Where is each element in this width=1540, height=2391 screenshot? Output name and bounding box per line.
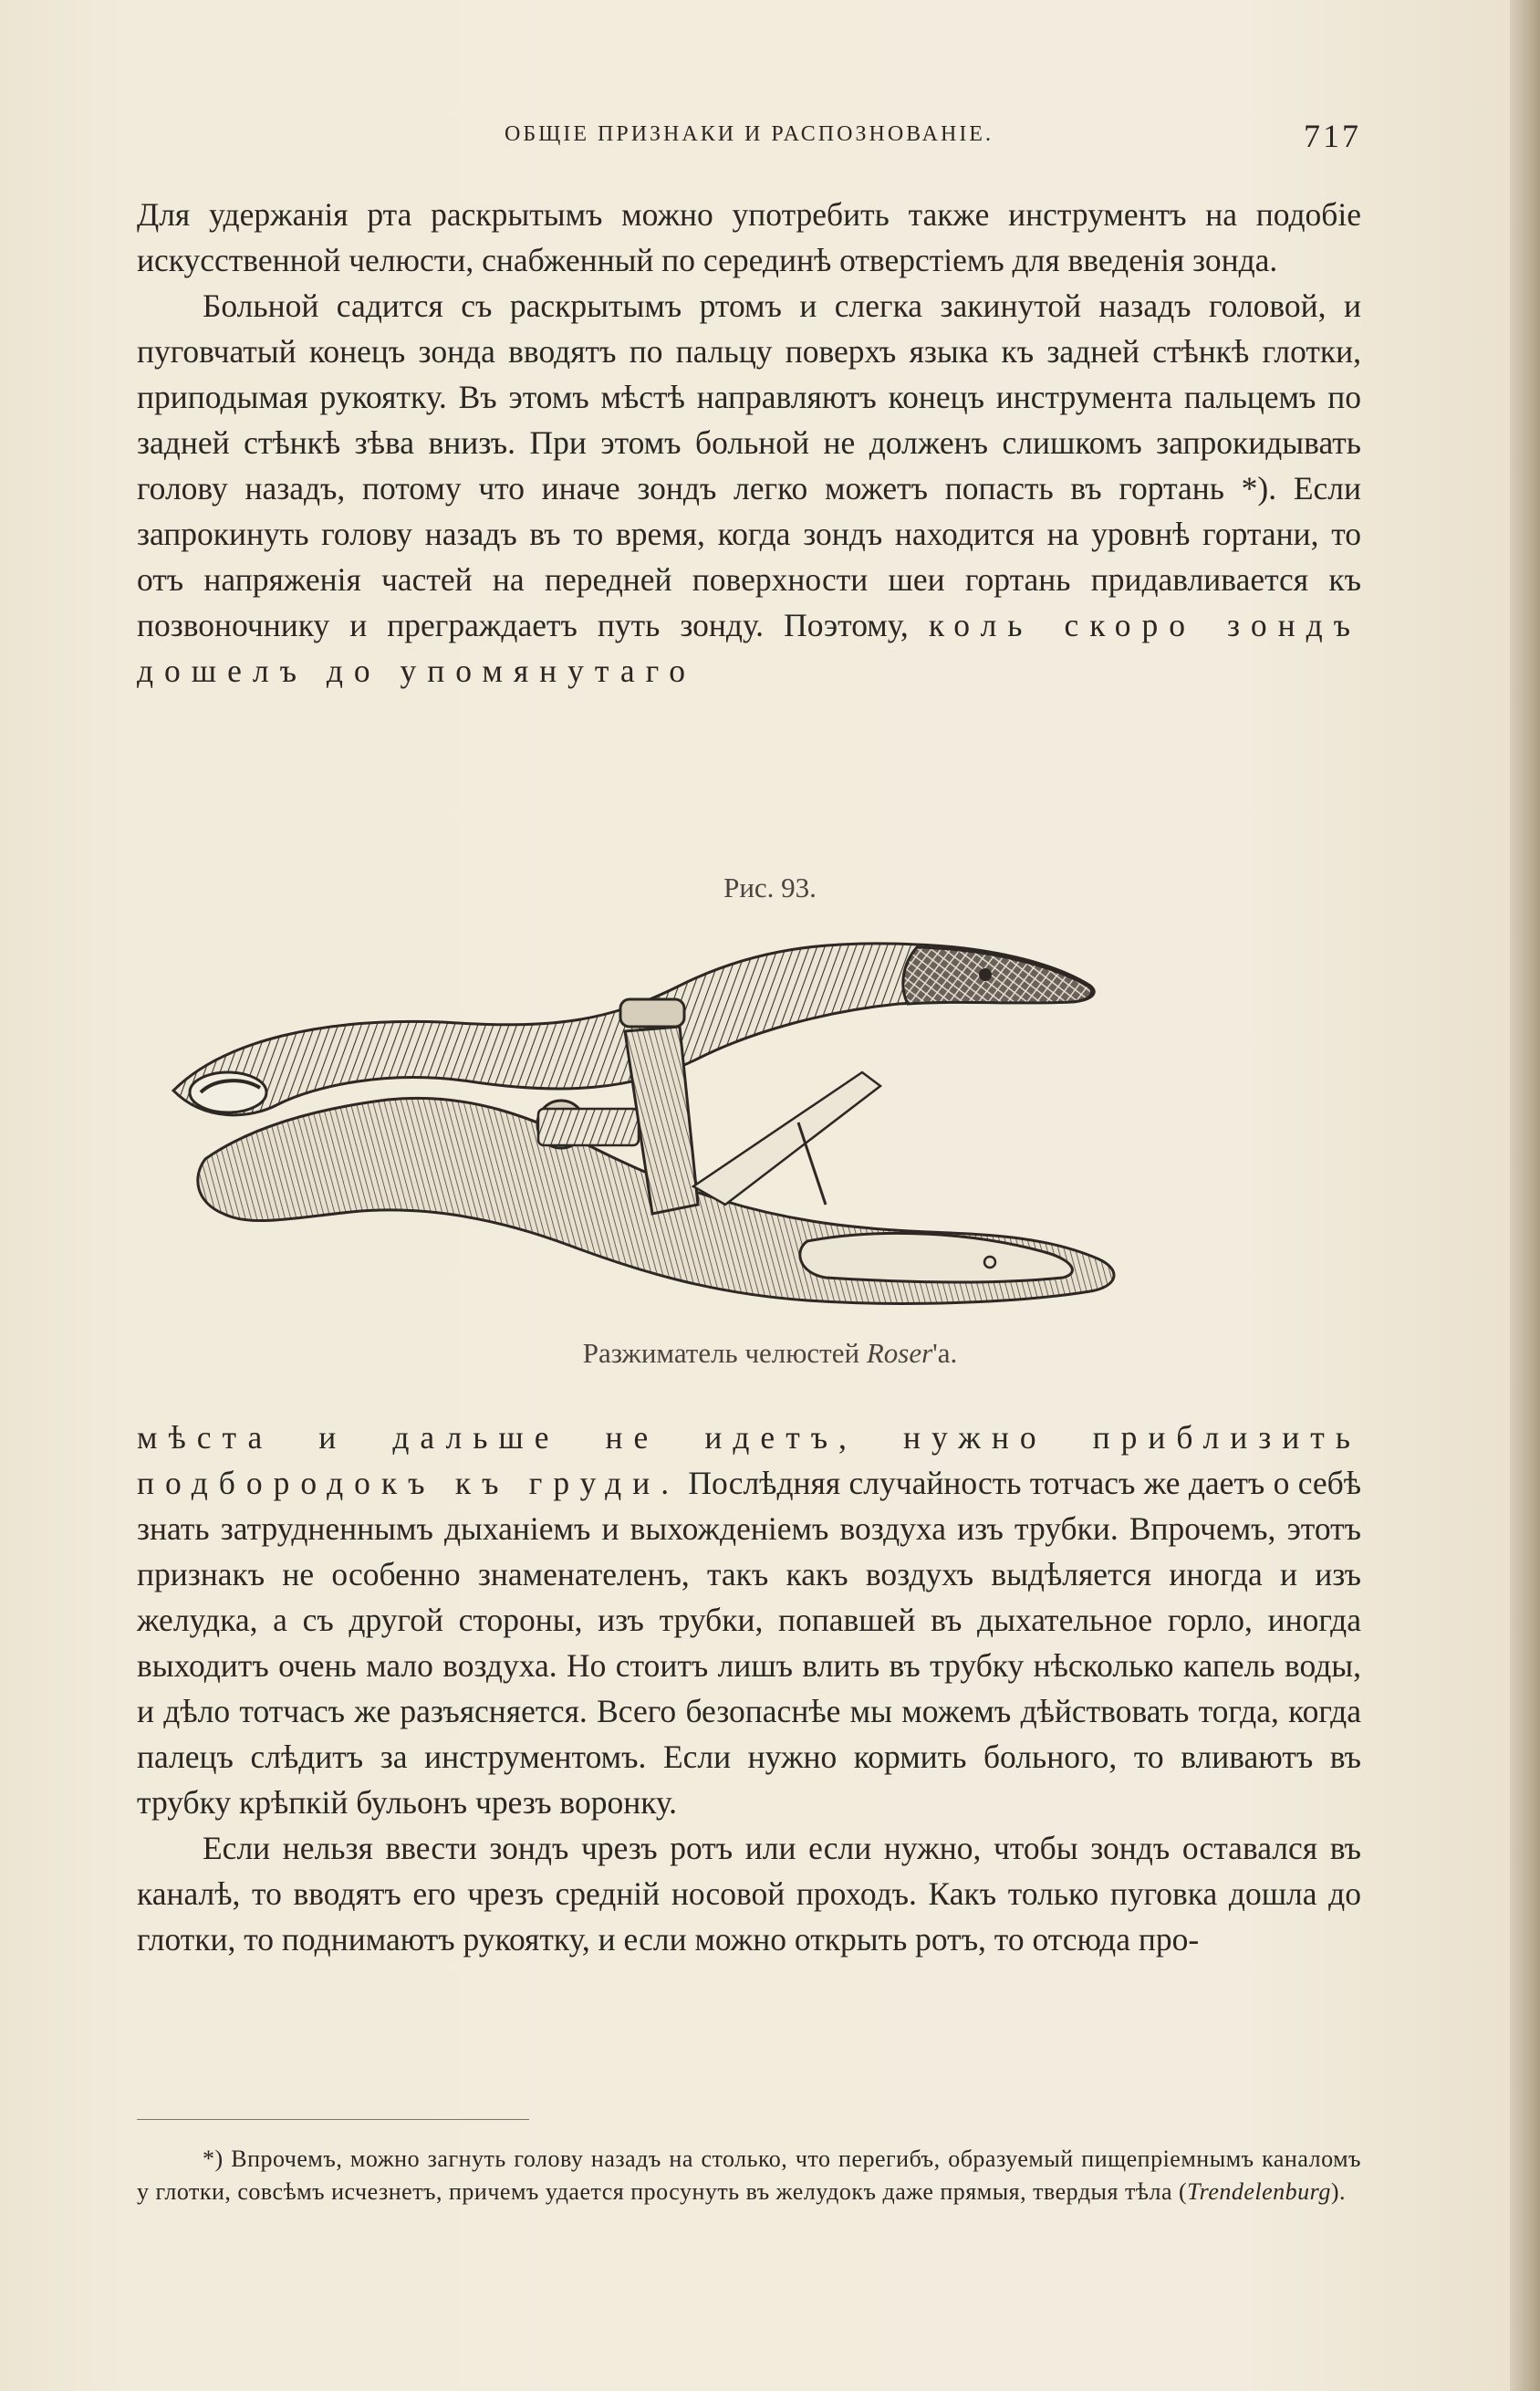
page-number: 717 bbox=[1304, 118, 1361, 154]
spaced-text: мѣста и дальше не идетъ, нужно приблизить подбородокъ къ груди. bbox=[137, 1419, 1361, 1501]
handle-hole bbox=[979, 968, 992, 981]
paragraph bbox=[137, 1415, 1361, 1825]
figure-label: Рис. 93. bbox=[723, 872, 817, 903]
spring bbox=[693, 1072, 880, 1205]
paragraph bbox=[137, 283, 1361, 694]
footnote-name: Trendelenburg bbox=[1187, 2178, 1331, 2205]
body-text-bottom bbox=[137, 1415, 1361, 1962]
paragraph-text: Послѣдняя случайность тотчасъ же даетъ о себѣ знать затрудненнымъ дыханіемъ и выхожденіемъ воздуха изъ трубки. Впрочемъ, этотъ признакъ не особенно знаменателенъ, такъ какъ воздухъ выдѣляется иногда и изъ желудка, а съ другой стороны, изъ трубки, попавшей въ дыхательное горло, иногда выходитъ очень мало воздуха. Но стоитъ лишъ влить въ трубку нѣсколько капель воды, и дѣло тотчасъ же разъясняется. Всего безопаснѣе мы можемъ дѣйствовать тогда, когда палецъ слѣдитъ за инструментомъ. Если нужно кормить больного, то вливаютъ въ трубку крѣпкій бульонъ чрезъ воронку. bbox=[137, 1465, 1361, 1821]
footnote-text: *) Впрочемъ, можно загнуть голову назадъ на столько, что перегибъ, образуемый пищепріемнымъ каналомъ у глотки, совсѣмъ исчезнетъ, причемъ удается просунуть въ желудокъ даже прямыя, твердыя тѣла ( bbox=[137, 2146, 1361, 2205]
paragraph-text: Больной садится съ раскрытымъ ртомъ и слегка закинутой назадъ головой, и пуговчатый конецъ зонда вводятъ по пальцу поверхъ языка къ задней стѣнкѣ глотки, приподымая рукоятку. Въ этомъ мѣстѣ направляютъ конецъ инструмента пальцемъ по задней стѣнкѣ зѣва внизъ. При этомъ больной не долженъ слишкомъ запрокидывать голову назадъ, потому что иначе зондъ легко можетъ попасть въ гортань *). Если запрокинуть голову назадъ въ то время, когда зондъ находится на уровнѣ гортани, то отъ напряженія частей на передней поверхности шеи гортань придавливается къ позвоночнику и преграждаетъ путь зонду. Поэтому, bbox=[137, 287, 1361, 643]
upper-handle-grip bbox=[903, 947, 1092, 1004]
footnote bbox=[137, 2143, 1361, 2208]
hinge-plate bbox=[538, 1109, 639, 1145]
figure-caption bbox=[0, 1337, 1540, 1370]
caption-suffix: 'а. bbox=[932, 1337, 958, 1369]
page-header bbox=[137, 117, 1361, 153]
ratchet-knob bbox=[620, 999, 684, 1027]
caption-name: Roser bbox=[866, 1337, 933, 1369]
caption-prefix: Разжиматель челюстей bbox=[582, 1337, 867, 1369]
footnote-rule bbox=[137, 2119, 529, 2120]
spaced-text: коль скоро зондъ дошелъ до упомянутаго bbox=[137, 607, 1361, 689]
paragraph: Для удержанія рта раскрытымъ можно употребить также инструментъ на подобіе искусственной челюсти, снабженный по серединѣ отверстіемъ для введенія зонда. bbox=[137, 196, 1361, 278]
running-head: ОБЩІЕ ПРИЗНАКИ И РАСПОЗНОВАНІЕ. bbox=[505, 122, 994, 146]
footnote-end: ). bbox=[1330, 2178, 1346, 2205]
book-spine-edge bbox=[1510, 0, 1540, 2391]
jaw-spreader-illustration bbox=[169, 913, 1309, 1328]
body-text-top bbox=[137, 192, 1361, 694]
paragraph: Если нельзя ввести зондъ чрезъ ротъ или если нужно, чтобы зондъ оставался въ каналѣ, то вводятъ его чрезъ средній носовой проходъ. Какъ только пуговка дошла до глотки, то поднимаютъ рукоятку, и если можно открыть ротъ, то отсюда про- bbox=[137, 1830, 1361, 1958]
